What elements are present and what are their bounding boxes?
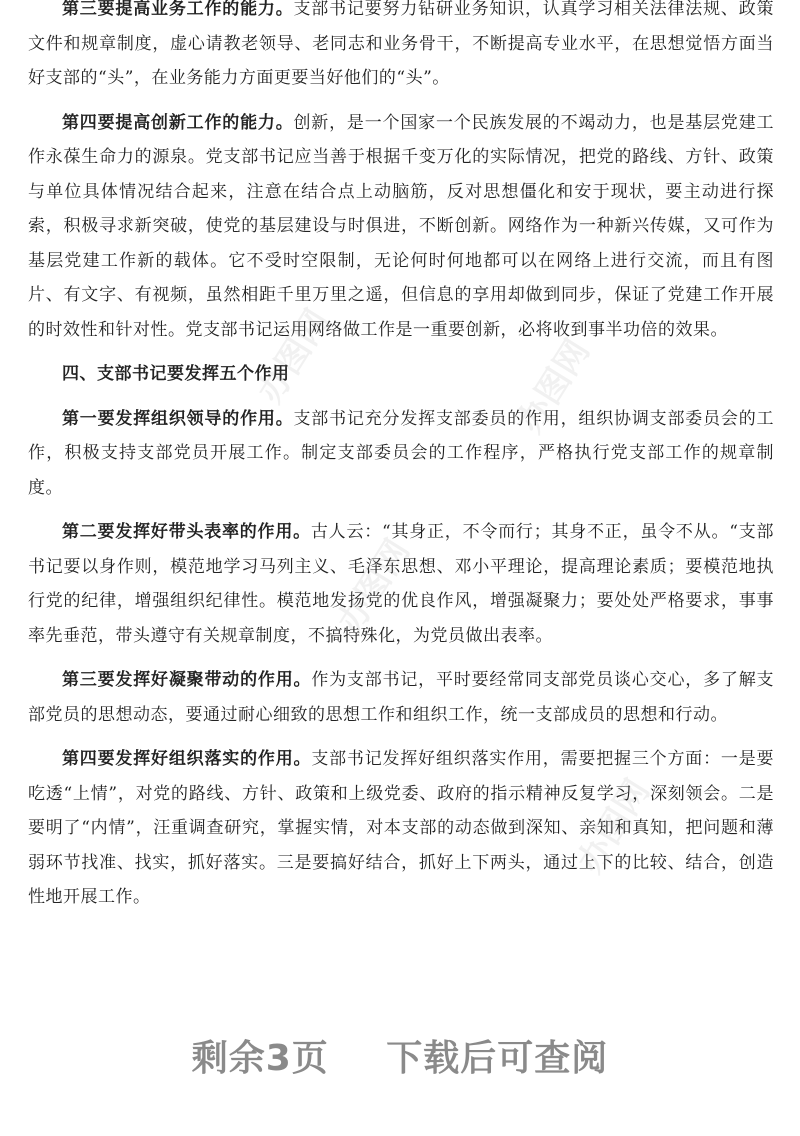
paragraph-lead: 第四要发挥好组织落实的作用。 bbox=[62, 749, 312, 769]
paragraph-lead: 第四要提高创新工作的能力。 bbox=[62, 112, 294, 133]
watermark: 办图网 bbox=[249, 302, 338, 411]
paragraph-text: 创新，是一个国家一个民族发展的不竭动力，也是基层党建工作永葆生命力的源泉。党支部书记应当善于根据千变万化的实际情况，把党的路线、方针、政策与单位具体情况结合起来，注意在结合点上动脑筋，反对思想僵化和安于现状，要主动进行探索，积极寻求新突破，使党的基层建设与时俱进，不断创新。网络作为一种新兴传媒，又可作为基层党建工作新的载体。它不受时空限制，无论何时何地都可以在网络上进行交流，而且有图片、有文字、有视频，虽然相距千里万里之遥，但信息的享用却做到同步，保证了党建工作开展的时效性和针对性。党支部书记运用网络做工作是一重要创新，必将收到事半功倍的效果。 bbox=[28, 112, 774, 340]
download-banner[interactable] bbox=[0, 1030, 800, 1081]
watermark: 办图网 bbox=[329, 532, 418, 641]
document-body bbox=[28, 0, 774, 925]
paragraph-text: 古人云：“其身正，不令而行；其身不正，虽令不从。“支部书记要以身作则，模范地学习马列主义、毛泽东思想、邓小平理论，提高理论素质；要模范地执行党的纪律，增强组织纪律性。模范地发扬党的优良作风，增强凝聚力；要处处严格要求，事事率先垂范，带头遵守有关规章制度，不搞特殊化，为党员做出表率。 bbox=[28, 522, 774, 646]
paragraph-text: 支部书记充分发挥支部委员的作用，组织协调支部委员会的工作，积极支持支部党员开展工作。制定支部委员会的工作程序，严格执行党支部工作的规章制度。 bbox=[28, 408, 774, 498]
paragraph-text: 作为支部书记，平时要经常同支部党员谈心交心，多了解支部党员的思想动态，要通过耐心细致的思想工作和组织工作，统一支部成员的思想和行动。 bbox=[28, 670, 775, 725]
paragraph-leading-by-example bbox=[28, 515, 774, 653]
paragraph-lead: 第二要发挥好带头表率的作用。 bbox=[62, 522, 311, 542]
paragraph-lead: 第一要发挥组织领导的作用。 bbox=[62, 408, 294, 429]
paragraph-lead: 第三要提高业务工作的能力。 bbox=[62, 0, 294, 19]
watermark: 办图网 bbox=[569, 772, 658, 881]
paragraph-lead: 第三要发挥好凝聚带动的作用。 bbox=[62, 670, 312, 690]
download-prompt-label: 下载后可查阅 bbox=[386, 1038, 609, 1079]
remaining-pages-label: 剩余3页 bbox=[191, 1038, 329, 1079]
paragraph-business-ability bbox=[28, 0, 774, 96]
paragraph-text: 支部书记要努力钻研业务知识，认真学习相关法律法规、政策文件和规章制度，虚心请教老领导、老同志和业务骨干，不断提高专业水平，在思想觉悟方面当好支部的“头”，在业务能力方面更要当好他们的“头”。 bbox=[28, 0, 774, 88]
paragraph-organizational-leadership bbox=[28, 402, 774, 506]
watermark: 办图网 bbox=[509, 332, 598, 441]
paragraph-text: 支部书记发挥好组织落实作用，需要把握三个方面：一是要吃透“上情”，对党的路线、方针、政策和上级党委、政府的指示精神反复学习，深刻领会。二是要明了“内情”，汪重调查研究，掌握实情，对本支部的动态做到深知、亲知和真知，把问题和薄弱环节找准、找实，抓好落实。三是要搞好结合，抓好上下两头，通过上下的比较、结合，创造性地开展工作。 bbox=[28, 749, 775, 907]
paragraph-innovation-ability bbox=[28, 106, 774, 348]
paragraph-cohesion bbox=[28, 663, 774, 732]
paragraph-implementation bbox=[28, 742, 774, 915]
section-heading: 四、支部书记要发挥五个作用 bbox=[62, 364, 290, 384]
